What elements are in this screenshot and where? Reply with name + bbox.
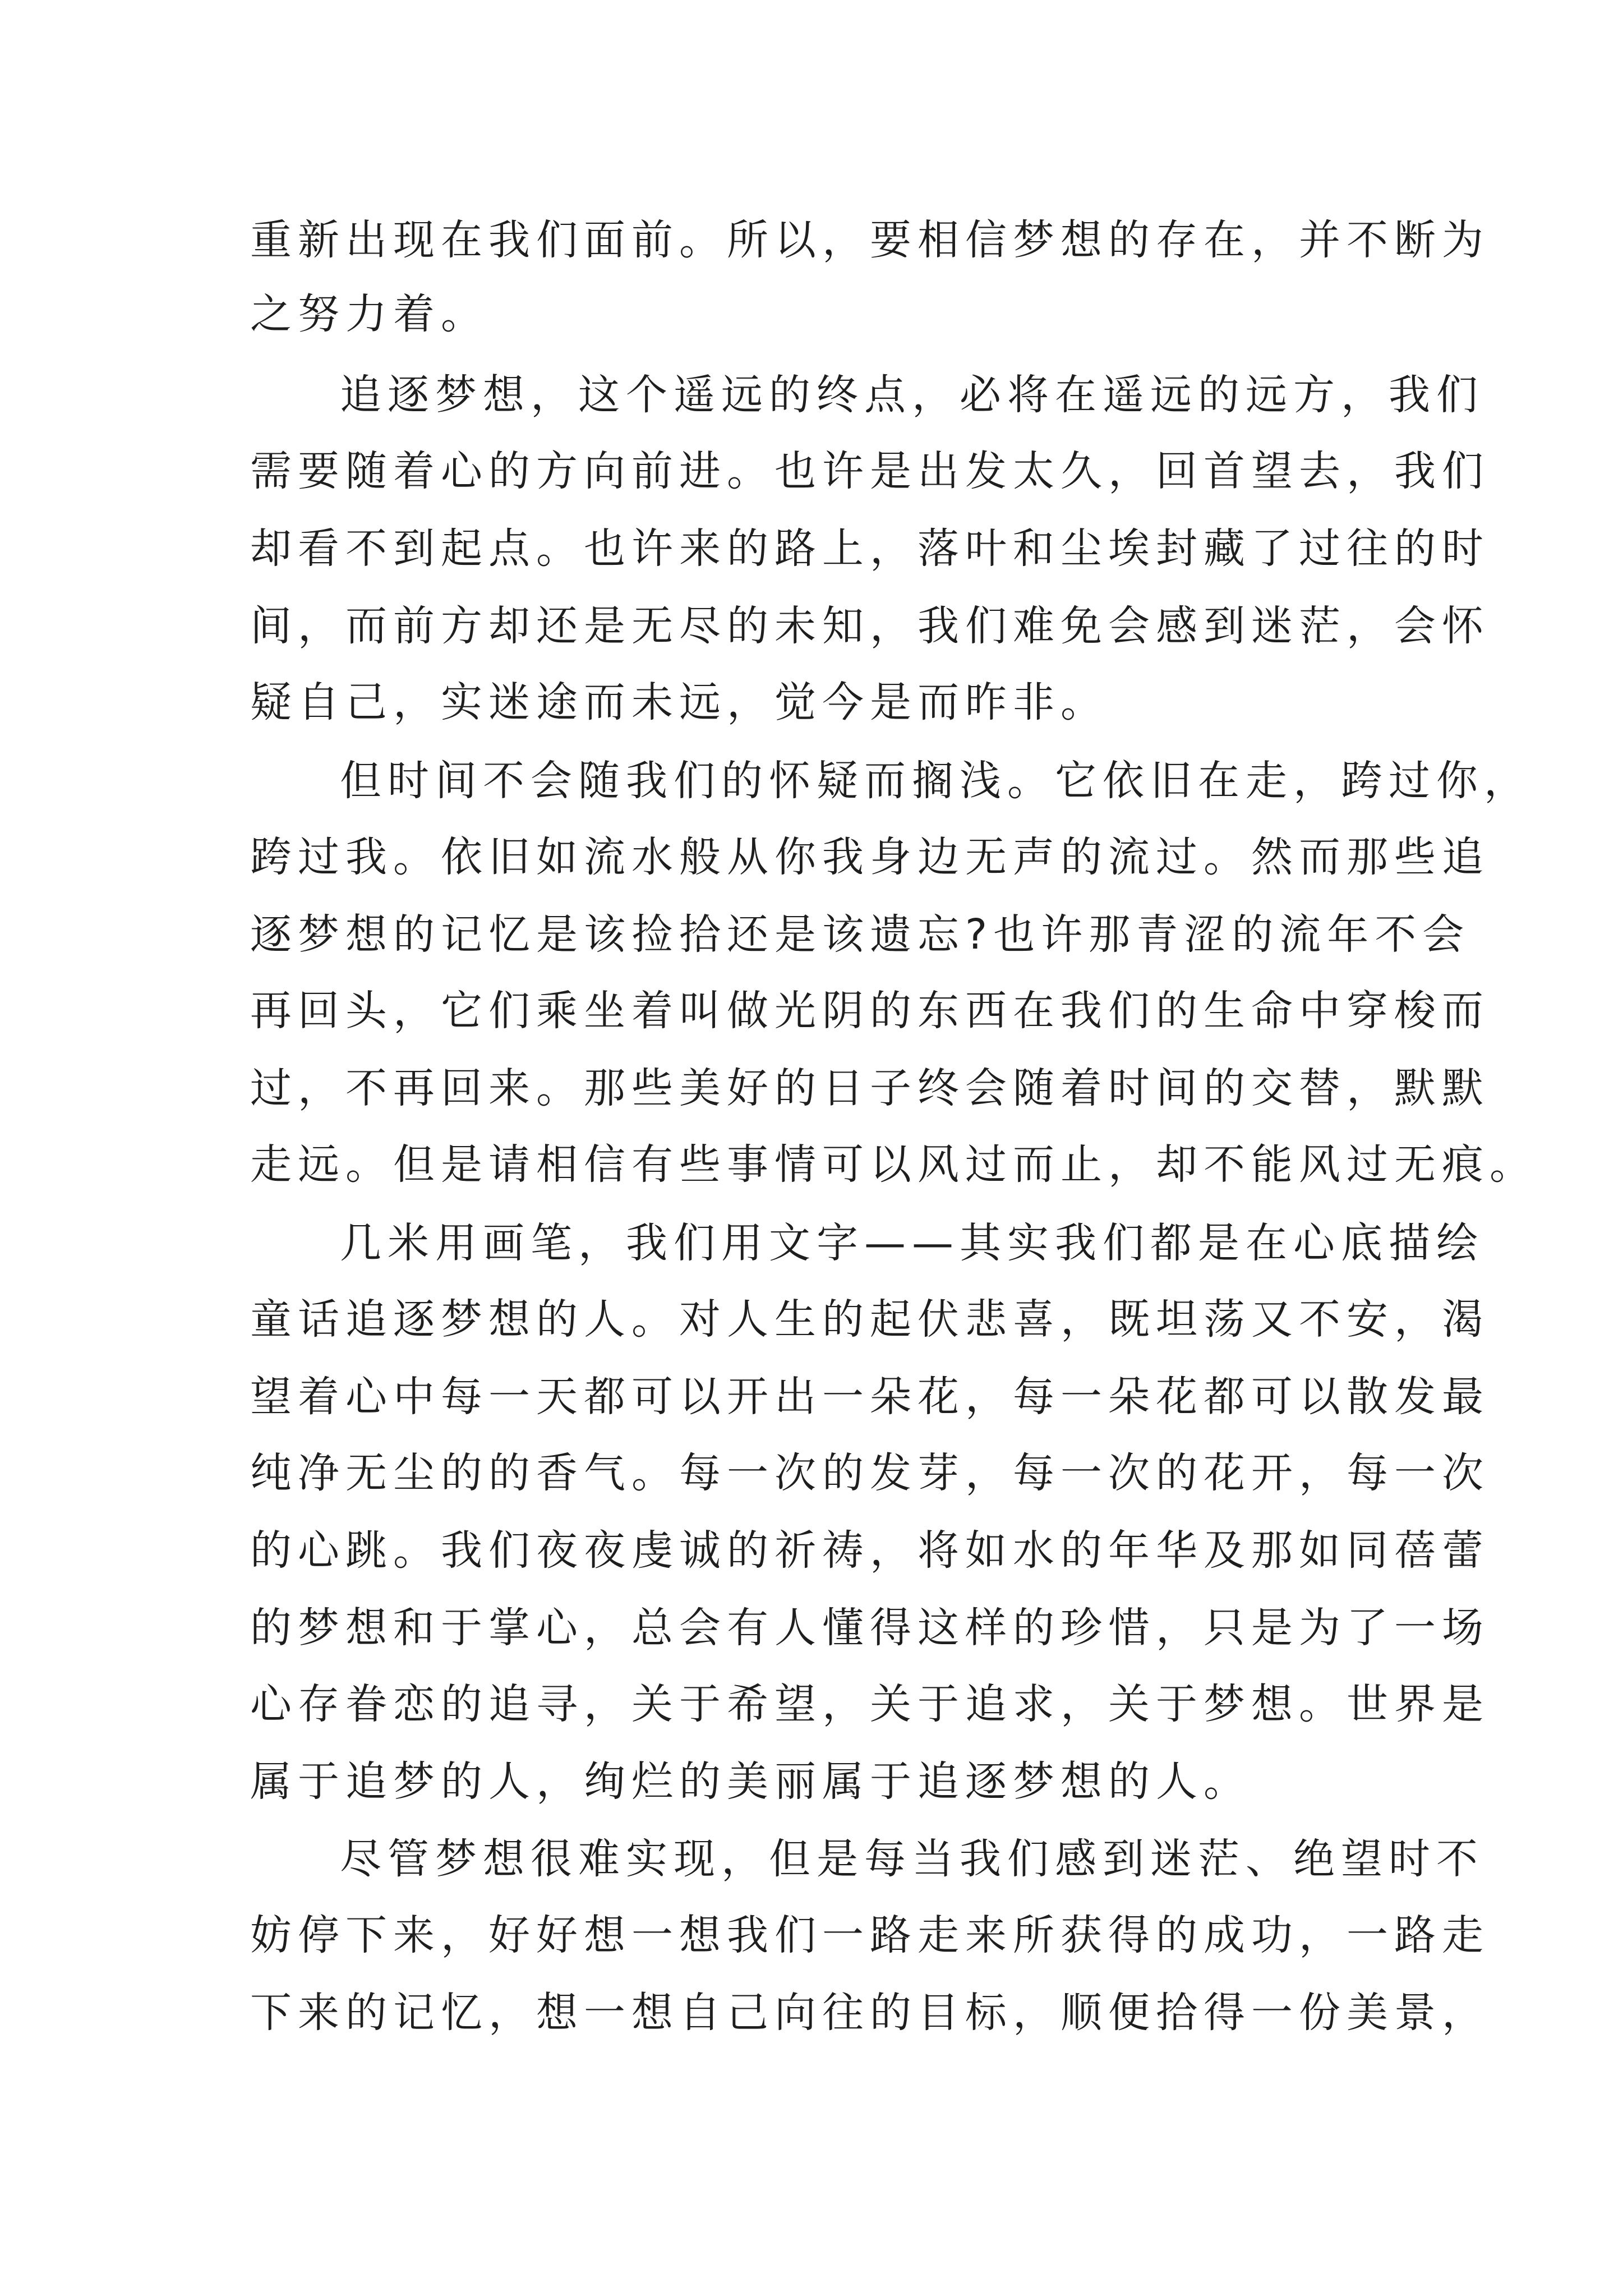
paragraph-5-line-1: 尽管梦想很难实现，但是每当我们感到迷茫、绝望时不 xyxy=(340,1835,1484,1883)
paragraph-5-line-3: 下来的记忆，想一想自己向往的目标，顺便拾得一份美景， xyxy=(250,1989,1490,2037)
paragraph-2-line-2: 需要随着心的方向前进。也许是出发太久，回首望去，我们 xyxy=(250,447,1490,495)
paragraph-2-line-5: 疑自己，实迷途而未远，觉今是而昨非。 xyxy=(250,678,1108,726)
paragraph-2-line-4: 间，而前方却还是无尽的未知，我们难免会感到迷茫，会怀 xyxy=(250,602,1490,650)
paragraph-3-line-3: 逐梦想的记忆是该捡拾还是该遗忘?也许那青涩的流年不会 xyxy=(250,910,1470,959)
paragraph-4-line-2: 童话追逐梦想的人。对人生的起伏悲喜，既坦荡又不安，渴 xyxy=(250,1295,1490,1343)
paragraph-3-line-6: 走远。但是请相信有些事情可以风过而止，却不能风过无痕。 xyxy=(250,1140,1537,1189)
paragraph-4-line-4: 纯净无尘的的香气。每一次的发芽，每一次的花开，每一次 xyxy=(250,1449,1490,1497)
paragraph-2-line-1: 追逐梦想，这个遥远的终点，必将在遥远的远方，我们 xyxy=(340,371,1484,419)
paragraph-4-line-1: 几米用画笔，我们用文字——其实我们都是在心底描绘 xyxy=(340,1219,1484,1267)
paragraph-3-line-1: 但时间不会随我们的怀疑而搁浅。它依旧在走，跨过你， xyxy=(340,757,1532,805)
paragraph-4-line-7: 心存眷恋的追寻，关于希望，关于追求，关于梦想。世界是 xyxy=(250,1680,1490,1728)
paragraph-3-line-2: 跨过我。依旧如流水般从你我身边无声的流过。然而那些追 xyxy=(250,833,1490,881)
paragraph-1-line-2: 之努力着。 xyxy=(250,290,488,338)
paragraph-5-line-2: 妨停下来，好好想一想我们一路走来所获得的成功，一路走 xyxy=(250,1911,1490,1959)
paragraph-1-line-1: 重新出现在我们面前。所以，要相信梦想的存在，并不断为 xyxy=(250,216,1490,264)
paragraph-3-line-5: 过，不再回来。那些美好的日子终会随着时间的交替，默默 xyxy=(250,1064,1490,1112)
paragraph-4-line-6: 的梦想和于掌心，总会有人懂得这样的珍惜，只是为了一场 xyxy=(250,1604,1490,1652)
paragraph-4-line-8: 属于追梦的人，绚烂的美丽属于追逐梦想的人。 xyxy=(250,1757,1251,1806)
paragraph-2-line-3: 却看不到起点。也许来的路上，落叶和尘埃封藏了过往的时 xyxy=(250,524,1490,573)
paragraph-4-line-3: 望着心中每一天都可以开出一朵花，每一朵花都可以散发最 xyxy=(250,1373,1490,1421)
paragraph-3-line-4: 再回头，它们乘坐着叫做光阴的东西在我们的生命中穿梭而 xyxy=(250,987,1490,1035)
paragraph-4-line-5: 的心跳。我们夜夜虔诚的祈祷，将如水的年华及那如同蓓蕾 xyxy=(250,1526,1490,1575)
